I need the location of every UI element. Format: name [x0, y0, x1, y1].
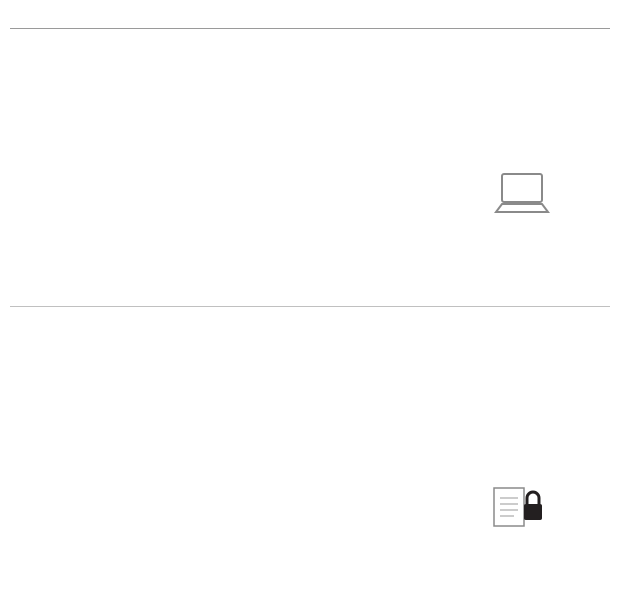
computer-icon — [496, 174, 548, 212]
pie2-svg — [420, 400, 620, 600]
document-lock-icon — [494, 488, 542, 526]
pie1-svg — [410, 126, 620, 286]
section-divider — [10, 306, 610, 307]
bar-chart-svg — [0, 380, 410, 595]
title-divider — [10, 28, 610, 29]
